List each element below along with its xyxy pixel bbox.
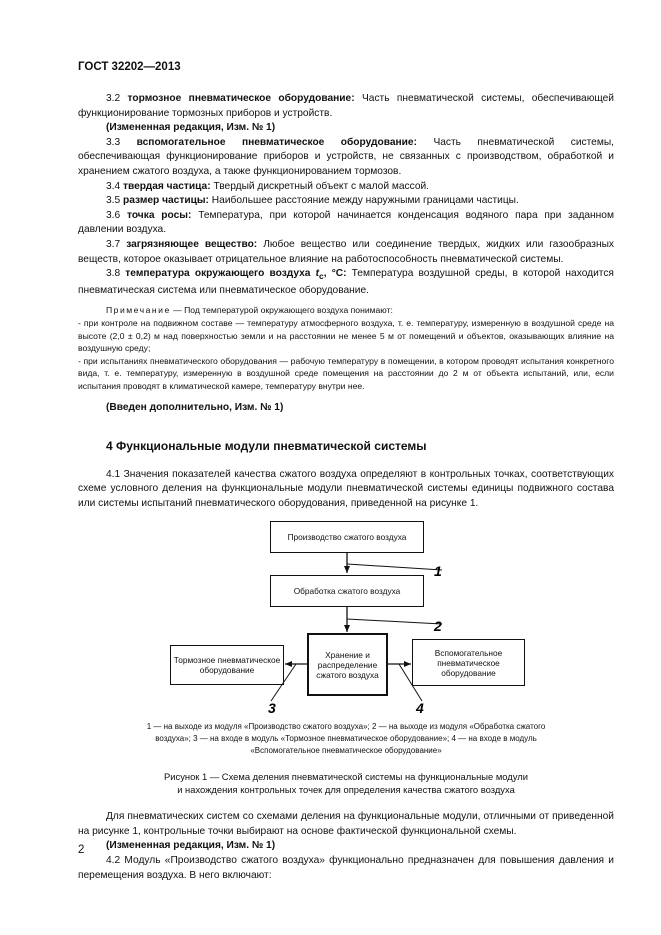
definition-3-2: 3.2 тормозное пневматическое оборудование: Часть пневматической системы, обеспечивающей функционирование тормозных приборов и устройств.	[78, 93, 614, 119]
note-item: - при контроле на подвижном составе — температуру атмосферного воздуха, т. е. температуру, измеренную в воздушной среде на высоте (2,0 ± 0,2) м над поверхностью земли и на расстоянии не менее 5 м от помещений и объектов, оказывающих влияние на воздушную среду;	[78, 317, 614, 354]
definition-3-7: 3.7 загрязняющее вещество: Любое вещество или соединение твердых, жидких или газообразных веществ, которое оказывает отрицательное влияние на работоспособность пневматической системы.	[78, 238, 614, 265]
point-label-2: 2	[434, 618, 442, 635]
leader-point-2	[347, 619, 442, 624]
figure-legend: 1 — на выходе из модуля «Производство сжатого воздуха»; 2 — на выходе из модуля «Обработка сжатого воздуха»; 3 — на входе в модуль «Тормозное пневматическое оборудование»; 4 — на входе в модуль «Вспомогательное пневматическое оборудование»	[146, 722, 546, 755]
figure-1-diagram	[78, 521, 614, 719]
definition-3-4: 3.4 твердая частица: Твердый дискретный объект с малой массой.	[106, 180, 430, 192]
box-auxiliary: Вспомогательное пневматическое оборудование	[412, 639, 525, 686]
section-title: 4 Функциональные модули пневматической системы	[106, 439, 427, 454]
added-note: (Введен дополнительно, Изм. № 1)	[106, 401, 284, 413]
box-treatment: Обработка сжатого воздуха	[270, 575, 424, 607]
paragraph-4-2: 4.2 Модуль «Производство сжатого воздуха» функционально предназначен для повышения давления и перемещения воздуха. В него включают:	[78, 855, 614, 881]
definition-3-3: 3.3 вспомогательное пневматическое оборудование: Часть пневматической системы, обеспечивающая функционирование приборов и устройств, не связанных с производством, обработкой и хранением сжатого воздуха, а также функционированием тормозов.	[78, 136, 615, 177]
note-block: Примечание — Под температурой окружающего воздуха понимают: - при контроле на подвижном составе — температуру атмосферного воздуха, т. е. температуру, измеренную в воздушной среде на высоте (2,0 ± 0,2) м над поверхностью земли и на расстоянии не менее 5 м от помещений и объектов, оказывающих влияние на воздушную среду; - при испытаниях пневматического оборудования — рабочую температуру в помещении, в котором проводят испытания конкретного вида, т. е. температуру, измеренную в воздушной среде помещения на расстоянии до 2 м от объекта испытаний, или, если испытания проводят в климатической камере, температуру внутри нее.	[78, 305, 614, 391]
paragraph-4-1: 4.1 Значения показателей качества сжатого воздуха определяют в контрольных точках, соответствующих схеме условного деления на функциональные модули пневматической системы единицы подвижного состава или системы испытаний пневматического оборудования, приведенной на рисунке 1.	[78, 468, 614, 509]
definition-3-6: 3.6 точка росы: Температура, при которой начинается конденсация водяного пара при заданном давлении воздуха.	[78, 209, 614, 236]
leader-point-1	[347, 564, 442, 570]
box-brake: Тормозное пневматическое оборудование	[170, 645, 284, 685]
paragraph-after-figure: Для пневматических систем со схемами деления на функциональные модули, отличными от приведенной на рисунке 1, контрольные точки выбирают на основе фактической функциональной схемы.	[78, 811, 614, 837]
edit-note-2: (Измененная редакция, Изм. № 1)	[106, 840, 276, 852]
figure-title: Рисунок 1 — Схема деления пневматической системы на функциональные модули и нахождения контрольных точек для определения качества сжатого воздуха	[164, 771, 528, 796]
point-label-1: 1	[434, 563, 442, 580]
note-item: - при испытаниях пневматического оборудования — рабочую температуру в помещении, в котором проводят испытания конкретного вида, т. е. температуру, измеренную в воздушной среде помещения на расстоянии до 2 м от объекта испытаний, или, если испытания проводят в климатической камере, температуру внутри нее.	[78, 355, 614, 391]
point-label-3: 3	[268, 700, 276, 717]
box-storage: Хранение и распределение сжатого воздуха	[307, 633, 388, 696]
definition-3-5: 3.5 размер частицы: Наибольшее расстояние между наружными границами частицы.	[106, 195, 519, 207]
edit-note: (Измененная редакция, Изм. № 1)	[106, 122, 276, 134]
page-body	[78, 92, 614, 883]
box-production: Производство сжатого воздуха	[270, 521, 424, 553]
note-label: Примечание	[106, 305, 171, 316]
page-number: 2	[78, 844, 85, 856]
document-header: ГОСТ 32202—2013	[78, 61, 181, 73]
definition-3-8: 3.8 температура окружающего воздуха $t_c$, °С: Температура воздушной среды, в которой находится пневматическая система или пневматическое оборудование.	[78, 268, 614, 296]
point-label-4: 4	[416, 700, 424, 717]
